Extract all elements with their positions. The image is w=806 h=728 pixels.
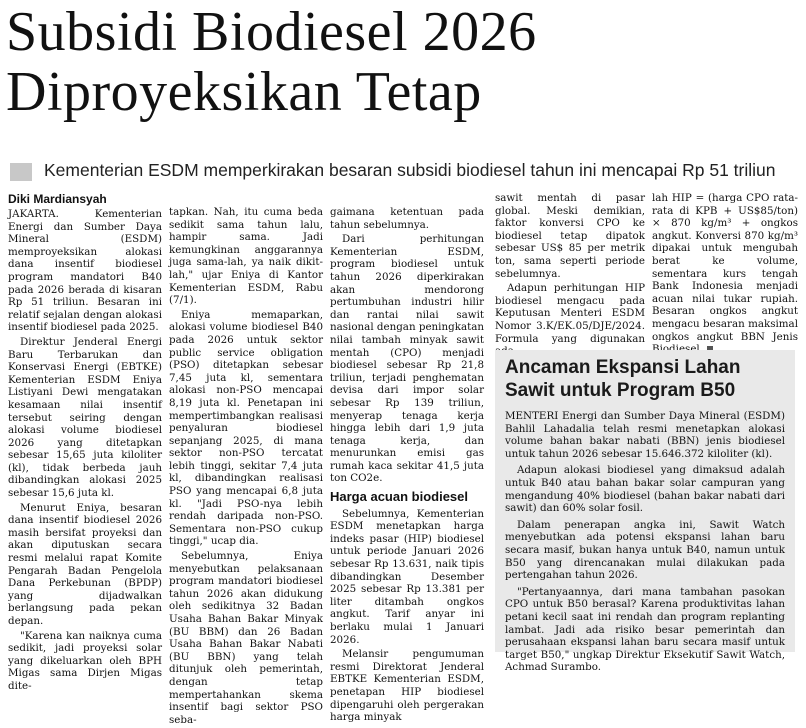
paragraph: sawit mentah di pasar global. Meski demikian, faktor konversi CPO ke biodiesel tetap dipatok sebesar US$ 85 per metrik ton, sama seperti periode sebelumnya. [495, 192, 645, 280]
subheadline: Kementerian ESDM memperkirakan besaran subsidi biodiesel tahun ini mencapai Rp 51 triliun [44, 160, 776, 180]
article-column-1 [8, 208, 162, 695]
paragraph: gaimana ketentuan pada tahun sebelumnya. [330, 206, 484, 231]
headline: Subsidi Biodiesel 2026 Diproyeksikan Tetap [6, 1, 537, 123]
sidebar-paragraph: "Pertanyaannya, dari mana tambahan pasokan CPO untuk B50 berasal? Karena produktivitas lahan petani kecil saat ini rendah dan program replanting lambat. Jadi ada risiko besar pemerintah dan perusahaan ekspansi lahan baru secara masif untuk target B50," ungkap Direktur Eksekutif Sawit Watch, Achmad Surambo. [505, 585, 785, 674]
article-column-5 [652, 192, 798, 358]
paragraph-text: lah HIP = (harga CPO rata-rata di KPB + US$85/ton) × 870 kg/m³ + ongkos angkut. Konversi 870 kg/m³ dipakai untuk mengubah berat ke volume, sementara kurs tengah Bank Indonesia menjadi acuan nilai tukar rupiah. Besaran ongkos angkut mengacu besaran maksimal ongkos angkut BBN Jenis [652, 192, 798, 343]
paragraph: "Karena kan naiknya cuma sedikit, jadi proyeksi solar yang dikeluarkan oleh BPH Migas sama Dirjen Migas dite- [8, 629, 162, 692]
paragraph: Sebelumnya, Kementerian ESDM menetapkan harga indeks pasar (HIP) biodiesel untuk periode Januari 2026 sebesar Rp 13.631, naik tipis dibandingkan Desember 2025 sebesar Rp 13.381 per liter ditambah ongkos angkut. Tarif anyar ini berlaku mulai 1 Januari 2026. [330, 507, 484, 646]
sidebar-paragraph: Dalam penerapan angka ini, Sawit Watch menyebutkan ada potensi ekspansi lahan baru secara masif, bukan hanya untuk B40, namun untuk B50 yang direncanakan mulai dilakukan pada pertengahan tahun 2026. [505, 518, 785, 582]
paragraph: Menurut Eniya, besaran dana insentif biodiesel 2026 masih bersifat proyeksi dan akan diputuskan secara resmi melalui rapat Komite Pengarah Badan Pengelola Dana Perkebunan (BPDP) yang dijadwalkan berlangsung pada pekan depan. [8, 501, 162, 627]
section-heading: Harga acuan biodiesel [330, 489, 468, 505]
paragraph [652, 192, 798, 356]
sidebar-box [495, 350, 795, 674]
sidebar-paragraph: MENTERI Energi dan Sumber Daya Mineral (ESDM) Bahlil Lahadalia telah resmi menetapkan alokasi volume bahan bakar nabati (BBN) jenis biodiesel untuk tahun 2026 sebesar 15.646.372 kiloliter (kl). [505, 410, 785, 460]
paragraph: tapkan. Nah, itu cuma beda sedikit sama tahun lalu, hampir sama. Jadi kemungkinan anggarannya juga sama-lah, ya naik dikit-lah," ujar Eniya di Kantor Kementerian ESDM, Rabu (7/1). [169, 206, 323, 307]
sidebar-paragraph: Adapun alokasi biodiesel yang dimaksud adalah untuk B40 atau bahan bakar solar campuran yang mengandung 40% biodiesel (bahan bakar nabati dari sawit) dan 60% solar fosil. [505, 464, 785, 515]
paragraph: Adapun perhitungan HIP biodiesel mengacu pada Keputusan Menteri ESDM Nomor 3.K/EK.05/DJE/2024. Formula yang digunakan [495, 282, 645, 345]
paragraph: Melansir pengumuman resmi Direktorat Jenderal EBTKE Kementerian ESDM, penetapan HIP biodiesel dipengaruhi oleh pergerakan harga minyak [330, 648, 484, 724]
paragraph: Direktur Jenderal Energi Baru Terbarukan dan Konservasi Energi (EBTKE) Kementerian ESDM Eniya Listiyani Dewi mengatakan kesamaan nilai insentif tersebut seiring dengan alokasi volume biodiesel 2026 yang ditetapkan sebesar 15,65 juta kiloliter (kl), tidak berbeda jauh dibandingkan alokasi 2025 sebesar 15,6 juta kl. [8, 335, 162, 500]
byline: Diki Mardiansyah [8, 192, 107, 206]
paragraph: Eniya memaparkan, alokasi volume biodiesel B40 pada 2026 untuk sektor public service obligation (PSO) ditetapkan sebesar 7,45 juta kl, sementara alokasi non-PSO mencapai 8,19 juta kl. Penetapan ini mempertimbangkan realisasi penyaluran biodiesel sepanjang 2025, di mana sektor non-PSO tercatat lebih tinggi, sekitar 7,4 juta kl, dibandingkan realisasi PSO yang mencapai 6,8 juta kl. "Jadi PSO-nya lebih rendah daripada non-PSO. Sementara non-PSO cukup tinggi," ucap dia. [169, 308, 323, 548]
paragraph: Sebelumnya, Eniya menyebutkan pelaksanaan program mandatori biodiesel tahun 2026 akan didukung oleh sedikitnya 32 Badan Usaha Bahan Bakar Minyak (BU BBM) dan 26 Badan Usaha Bahan Bakar Nabati (BU BBN) yang telah ditunjuk oleh pemerintah, dengan tetap mempertahankan skema insentif bagi sektor PSO seba- [169, 550, 323, 726]
subhead-bullet [10, 163, 32, 181]
paragraph: Dari perhitungan Kementerian ESDM, program biodiesel untuk tahun 2026 diperkirakan akan mendorong pertumbuhan industri hilir dan rantai nilai sawit nasional dengan peningkatan nilai tambah minyak sawit mentah (CPO) menjadi biodiesel sebesar Rp 21,8 triliun, terjadi penghematan devisa dari impor solar sebesar Rp 139 triliun, menyerap tenaga kerja hingga lebih dari 1,9 juta tenaga kerja, dan menurunkan emisi gas rumah kaca sekitar 41,5 juta ton CO2e. [330, 233, 484, 485]
article-column-3 [330, 206, 484, 726]
paragraph: JAKARTA. Kementerian Energi dan Sumber Daya Mineral (ESDM) memproyeksikan alokasi dana insentif biodiesel program mandatori B40 pada 2026 berada di kisaran Rp 51 triliun. Besaran ini relatif sejalan dengan alokasi insentif biodiesel pada 2025. [8, 208, 162, 334]
article-column-4 [495, 192, 645, 360]
sidebar-title: Ancaman Ekspansi Lahan Sawit untuk Program B50 [505, 357, 741, 401]
article-column-2 [169, 206, 323, 728]
